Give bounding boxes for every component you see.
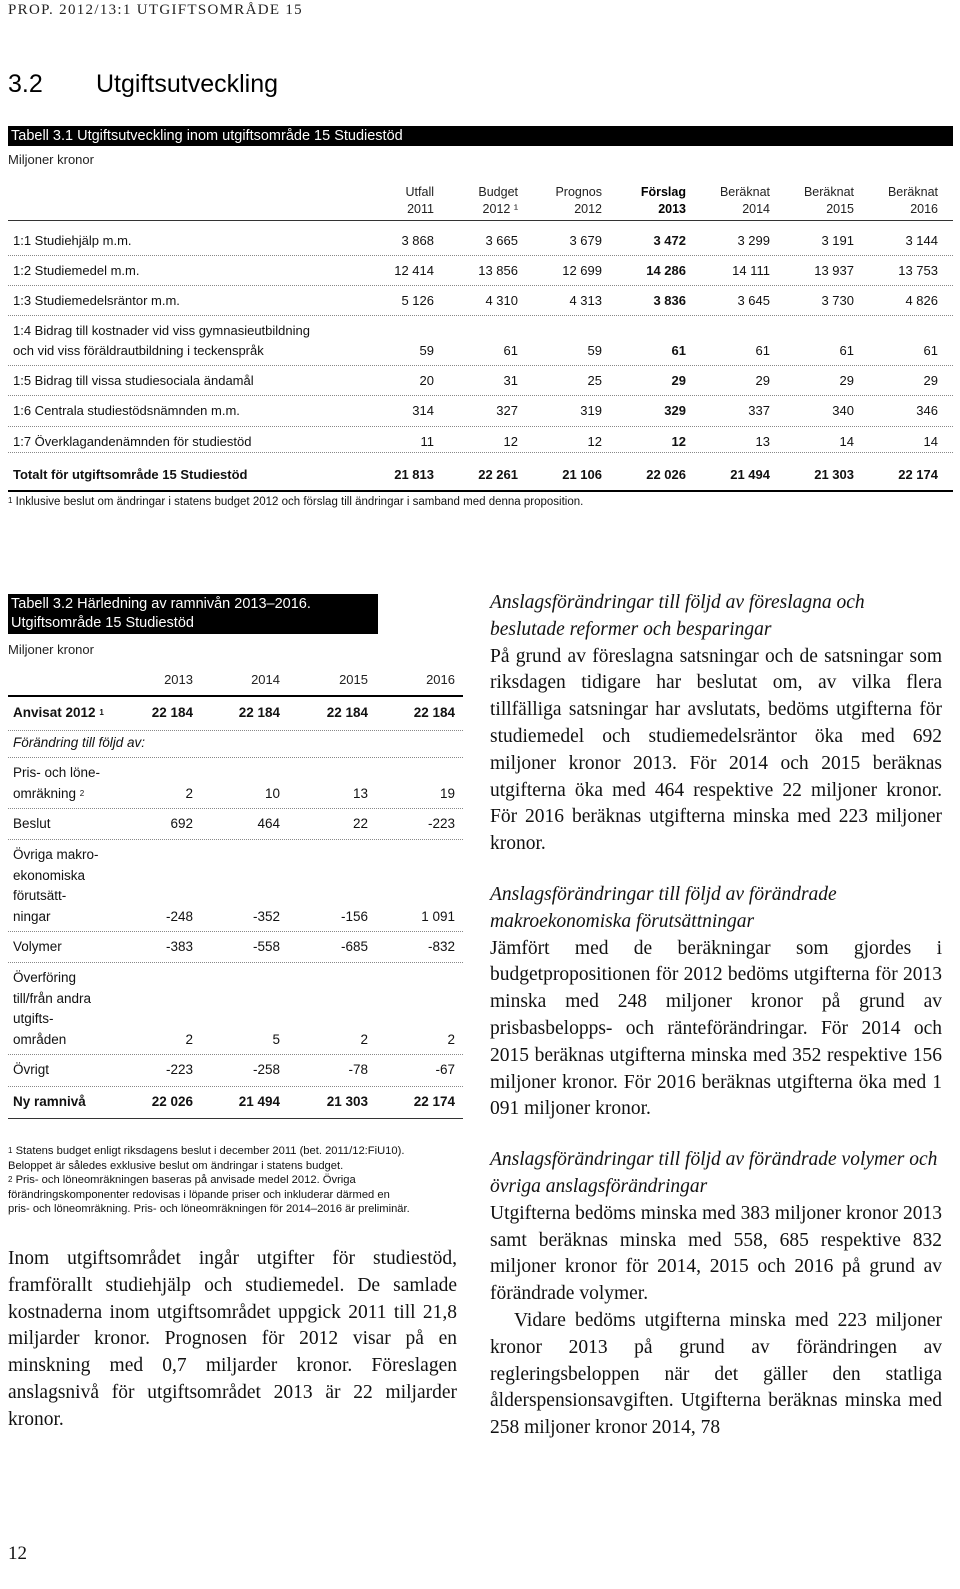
table1-cell: 12 414 — [394, 263, 434, 278]
table1-total-cell: 22 261 — [478, 467, 518, 482]
table1-total-cell: 22 026 — [646, 467, 686, 482]
table2-footnote-text: förändringskomponenter redovisas i löpande priser och inkluderar därmed en — [8, 1188, 390, 1201]
section-gap — [490, 1123, 942, 1147]
table2-anvisat-cell: 22 184 — [326, 705, 368, 720]
table2-caption: Tabell 3.2 Härledning av ramnivån 2013–2016. Utgiftsområde 15 Studiestöd — [8, 594, 378, 634]
table2-row-rule — [8, 1086, 463, 1087]
table1-caption: Tabell 3.1 Utgiftsutveckling inom utgiftsområde 15 Studiestöd — [8, 126, 953, 146]
table1-total-label: Totalt för utgiftsområde 15 Studiestöd — [13, 467, 248, 482]
table1-cell: 61 — [671, 343, 686, 358]
table1-col-header — [606, 184, 686, 218]
table1-cell: 3 472 — [653, 233, 686, 248]
table2-cell: -78 — [348, 1062, 368, 1077]
table1-cell: 29 — [671, 373, 686, 388]
table2-cell: 1 091 — [421, 908, 455, 924]
subsection-heading: Anslagsförändringar till följd av förändrade volymer och övriga anslagsförändringar — [490, 1149, 938, 1197]
table1-col-header — [522, 184, 602, 218]
table1-cell: 14 286 — [646, 263, 686, 278]
table1-cell: 13 753 — [898, 263, 938, 278]
table2-cell: -67 — [435, 1062, 455, 1077]
body-paragraph: Utgifterna bedöms minska med 383 miljoner kronor 2013 samt beräknas minska med 558, 685 respektive 832 miljoner kronor för 2014, 2015 och 2016 på grund av förändrade volymer. — [490, 1202, 942, 1305]
table2-footnote-mark: 1 — [99, 708, 104, 717]
table2-cell: -352 — [252, 908, 280, 924]
table2-row-label — [13, 814, 51, 835]
table2-footnote-text: Pris- och löneomräkningen baseras på anvisade medel 2012. Övriga — [15, 1174, 356, 1187]
table1-col-header-line: Beräknat — [719, 185, 770, 199]
table2-cell: 22 — [352, 816, 368, 831]
table1-cell: 5 126 — [401, 293, 434, 308]
table1-cell: 61 — [923, 343, 938, 358]
table2-row-rule — [8, 730, 463, 731]
table1-cell: 61 — [839, 343, 854, 358]
table2-row-label — [13, 937, 62, 958]
table2-cell: -156 — [340, 908, 368, 924]
table2-cell: 2 — [185, 785, 193, 801]
table1-cell: 4 826 — [905, 293, 938, 308]
table1-col-header — [774, 184, 854, 218]
table1-col-header-line: Utfall — [405, 185, 434, 199]
table1-cell: 14 111 — [732, 263, 770, 278]
section-number: 3.2 — [8, 70, 43, 98]
table2-row-label-line: ningar — [13, 908, 51, 924]
table1-cell: 3 730 — [821, 293, 854, 308]
table2-row-label-line: områden — [13, 1031, 67, 1047]
table1-cell: 61 — [503, 343, 518, 358]
table1-cell: 12 — [587, 434, 602, 449]
table1-col-header-line: 2014 — [742, 202, 770, 216]
table2-footnote-text: Beloppet är således exklusive beslut om ändringar i statens budget. — [8, 1159, 344, 1172]
table2-cell: 464 — [257, 816, 280, 831]
table2-row-label-line: Överföring — [13, 970, 77, 985]
table2-footnote-mark: 2 — [79, 788, 85, 798]
table1-cell: 29 — [839, 373, 854, 388]
table1-cell: 3 191 — [821, 233, 854, 248]
table2-unit: Miljoner kronor — [8, 642, 94, 657]
table1-cell: 3 868 — [401, 233, 434, 248]
table1-row-label: 1:6 Centrala studiestödsnämnden m.m. — [13, 403, 240, 418]
table1-col-header-line: 2012 — [574, 202, 602, 216]
body-paragraph: På grund av föreslagna satsningar och de satsningar som riksdagen tidigare har beslutat om, av vilka flera tillfälliga satsningar har avslutats, bedöms utgifterna för studiemedel och studiemedelsräntor öka med 692 miljoner kronor 2013. För 2014 och 2015 beräknas utgifterna öka med 464 respektive 22 miljoner kronor. För 2016 beräknas utgifterna minska med 223 miljoner kronor. — [490, 645, 942, 855]
table1-cell: 3 836 — [653, 293, 686, 308]
table1-cell: 29 — [755, 373, 770, 388]
right-column — [490, 590, 942, 1442]
table1-row-label: och vid viss föräldrautbildning i teckenspråk — [13, 343, 264, 358]
table1-row-rule — [8, 365, 953, 366]
section-gap — [490, 858, 942, 882]
table1-row-label: 1:2 Studiemedel m.m. — [13, 263, 140, 278]
table2-cell: -258 — [252, 1062, 280, 1077]
table1-cell: 59 — [419, 343, 434, 358]
table1-cell: 3 299 — [737, 233, 770, 248]
table1-cell: 319 — [580, 403, 602, 418]
table2-anvisat-cell: 22 184 — [238, 705, 280, 720]
body-paragraph: Vidare bedöms utgifterna minska med 223 miljoner kronor 2013 på grund av förändringen av regleringsbeloppen när det gäller den statliga ålderspensionsavgiften. Utgifterna beräknas minska med 258 miljoner kronor 2014, 78 — [490, 1309, 942, 1439]
table1-cell: 346 — [916, 403, 938, 418]
table2-row-label-line: utgifts- — [13, 1011, 54, 1026]
table1-cell: 314 — [412, 403, 434, 418]
table1-bottom-rule — [8, 490, 953, 492]
table1-cell: 12 — [503, 434, 518, 449]
table1-row-rule — [8, 395, 953, 396]
table1-cell: 4 310 — [485, 293, 518, 308]
table2-row-label-line: till/från andra — [13, 990, 92, 1006]
table2-cell: 13 — [352, 785, 368, 801]
table2-cell: -685 — [340, 939, 368, 954]
table1-cell: 4 313 — [569, 293, 602, 308]
table2-cell: 2 — [360, 1031, 368, 1047]
table1-row-label: 1:1 Studiehjälp m.m. — [13, 233, 132, 248]
table2-row-rule — [8, 757, 463, 758]
table1-cell: 3 679 — [569, 233, 602, 248]
table2-bottom-rule — [8, 1118, 463, 1119]
table2-anvisat-text: Anvisat 2012 — [13, 705, 100, 720]
table2-footnote-mark: 2 — [8, 1175, 13, 1185]
table1-col-header-line: 2015 — [826, 202, 854, 216]
table2-footnote-line — [8, 1159, 478, 1174]
table1-cell: 13 937 — [814, 263, 854, 278]
table2-anvisat-cell: 22 184 — [413, 705, 455, 720]
table1-cell: 20 — [419, 373, 434, 388]
table2-cell: 19 — [439, 785, 455, 801]
table1-cell: 12 — [671, 434, 686, 449]
table2-row-label-line: omräkning $^2$ — [13, 785, 85, 801]
section-title: Utgiftsutveckling — [96, 70, 279, 98]
table2-total-cell: 22 026 — [151, 1094, 193, 1109]
table2-cell: -248 — [165, 908, 193, 924]
table2-row-rule — [8, 808, 463, 809]
table2-cell: -832 — [427, 939, 455, 954]
table1-cell: 14 — [839, 434, 854, 449]
table1-total-cell: 21 494 — [730, 467, 770, 482]
table1-cell: 3 144 — [905, 233, 938, 248]
table1-footnote: $^1$ Inklusive beslut om ändringar i statens budget 2012 och förslag till ändringar i samband med denna proposition. — [8, 496, 584, 508]
table1-row-rule — [8, 452, 953, 453]
table1-cell: 337 — [748, 403, 770, 418]
table2-col-header: 2016 — [426, 672, 455, 687]
table2-row-label-line: ekonomiska — [13, 867, 86, 883]
table1-total-cell: 21 813 — [394, 467, 434, 482]
table1-cell: 59 — [587, 343, 602, 358]
table2-row-label-line: Volymer — [13, 939, 62, 954]
table1-col-header-line: Beräknat — [803, 185, 854, 199]
table1-cell: 29 — [923, 373, 938, 388]
table1-row-rule — [8, 315, 953, 316]
table2-total-cell: 21 303 — [326, 1094, 368, 1109]
table1-cell: 61 — [755, 343, 770, 358]
table2-footnote-text: Statens budget enligt riksdagens beslut i december 2011 (bet. 2011/12:FiU10). — [15, 1145, 405, 1157]
table2-footnote-line — [8, 1202, 478, 1217]
table2-total-label: Ny ramnivå — [13, 1094, 86, 1109]
table1-cell: 12 699 — [562, 263, 602, 278]
table2-anvisat-label — [13, 703, 104, 724]
table2-footnote-line — [8, 1173, 478, 1188]
table2-row-label-line: Övrigt — [13, 1062, 50, 1077]
table2-cell: 10 — [264, 785, 280, 801]
table1-col-header-line: 2016 — [910, 202, 938, 216]
table1-unit: Miljoner kronor — [8, 152, 94, 167]
table2-cell: -558 — [252, 939, 280, 954]
body-paragraph: Jämfört med de beräkningar som gjordes i budgetpropositionen för 2012 bedöms utgifterna för 2013 minska med 248 miljoner kronor på grund av prisbasbelopps- och ränteförändringar. För 2014 och 2015 beräknas utgifterna minska med 352 respektive 156 miljoner kronor. För 2016 beräknas utgifterna öka med 1 091 miljoner kronor. — [490, 937, 942, 1120]
table2-row-label — [13, 1060, 49, 1081]
page-number: 12 — [8, 1543, 27, 1564]
table2-footnote-line — [8, 1144, 478, 1159]
table2-col-header: 2015 — [339, 672, 368, 687]
table2-row-label — [13, 968, 91, 1050]
table1-cell: 327 — [496, 403, 518, 418]
table1-row-label: 1:7 Överklagandenämnden för studiestöd — [13, 434, 252, 449]
table2-row-label-line: Beslut — [13, 816, 51, 831]
table2-cell: -223 — [165, 1062, 193, 1077]
table2-total-cell: 21 494 — [238, 1094, 280, 1109]
table2-row-rule — [8, 931, 463, 932]
running-header: PROP. 2012/13:1 UTGIFTSOMRÅDE 15 — [8, 2, 303, 18]
table2-cell: 692 — [170, 816, 193, 831]
table1-row-rule — [8, 285, 953, 286]
table2-row-rule — [8, 962, 463, 963]
table2-total-cell: 22 174 — [413, 1094, 455, 1109]
table1-cell: 25 — [587, 373, 602, 388]
table1-col-header — [438, 184, 518, 218]
table2-footnotes — [8, 1144, 478, 1217]
table2-col-header: 2014 — [251, 672, 280, 687]
table2-cell: -383 — [165, 939, 193, 954]
table1-col-header-line: 2012 ¹ — [482, 202, 518, 216]
table2-row-label — [13, 845, 99, 927]
table1-row-label: 1:4 Bidrag till kostnader vid viss gymnasieutbildning — [13, 323, 310, 338]
table1-cell: 329 — [664, 403, 686, 418]
table1-header-rule — [8, 220, 953, 221]
table1-cell: 3 645 — [737, 293, 770, 308]
table1-total-cell: 21 106 — [562, 467, 602, 482]
table1-total-cell: 21 303 — [814, 467, 854, 482]
table1-total-cell: 22 174 — [898, 467, 938, 482]
table2-row-rule — [8, 1054, 463, 1055]
table2-row-label-line: Övriga makro- — [13, 847, 99, 862]
table1-col-header — [690, 184, 770, 218]
table1-col-header-line: 2013 — [658, 202, 686, 216]
section-heading — [8, 70, 278, 99]
table1-cell: 14 — [923, 434, 938, 449]
table1-cell: 31 — [503, 373, 518, 388]
table1-col-header-line: Prognos — [555, 185, 602, 199]
table2-footnote-text: pris- och löneomräkning. Pris- och löneomräkningen för 2014–2016 är preliminär. — [8, 1203, 410, 1216]
table1-col-header — [354, 184, 434, 218]
table1-col-header — [858, 184, 938, 218]
subsection-heading: Anslagsförändringar till följd av förändrade makroekonomiska förutsättningar — [490, 883, 837, 932]
left-body-paragraph: Inom utgiftsområdet ingår utgifter för studiestöd, framförallt studiehjälp och studiemedel. De samlade kostnaderna inom utgiftsområdet uppgick 2011 till 21,8 miljarder kronor. Prognosen för 2012 visar på en minskning med 0,7 miljarder kronor. Föreslagen anslagsnivå för utgiftsområdet 2013 är 22 miljarder kronor. — [8, 1248, 457, 1430]
table2-col-header: 2013 — [164, 672, 193, 687]
subsection-heading: Anslagsförändringar till följd av föreslagna och beslutade reformer och besparingar — [490, 592, 865, 640]
table2-cell: 2 — [185, 1031, 193, 1047]
table1-row-label: 1:5 Bidrag till vissa studiesociala ändamål — [13, 373, 254, 388]
table1-col-header-line: Beräknat — [887, 185, 938, 199]
table1-row-rule — [8, 426, 953, 427]
table1-cell: 340 — [832, 403, 854, 418]
table1-col-header-line: Förslag — [640, 185, 686, 199]
table1-cell: 13 856 — [478, 263, 518, 278]
table1-row-label: 1:3 Studiemedelsräntor m.m. — [13, 293, 180, 308]
table2-row-label-line: förutsätt- — [13, 888, 67, 903]
table1-row-rule — [8, 255, 953, 256]
table2-row-label — [13, 763, 100, 804]
table2-footnote-mark: 1 — [8, 1146, 13, 1155]
table1-col-header-line: 2011 — [407, 202, 434, 216]
table2-cell: 2 — [447, 1031, 455, 1047]
table1-col-header-line: Budget — [478, 185, 518, 199]
table1-cell: 3 665 — [485, 233, 518, 248]
table2-row-rule — [8, 839, 463, 840]
table1-cell: 11 — [420, 434, 434, 449]
table2-change-label: Förändring till följd av: — [13, 735, 146, 750]
table2-anvisat-cell: 22 184 — [151, 705, 193, 720]
table2-row-label-line: Pris- och löne- — [13, 765, 101, 780]
table2-footnote-line — [8, 1188, 478, 1203]
table2-header-rule — [8, 695, 463, 697]
table2-cell: 5 — [272, 1031, 280, 1047]
table2-cell: -223 — [427, 816, 455, 831]
table1-cell: 13 — [755, 434, 770, 449]
